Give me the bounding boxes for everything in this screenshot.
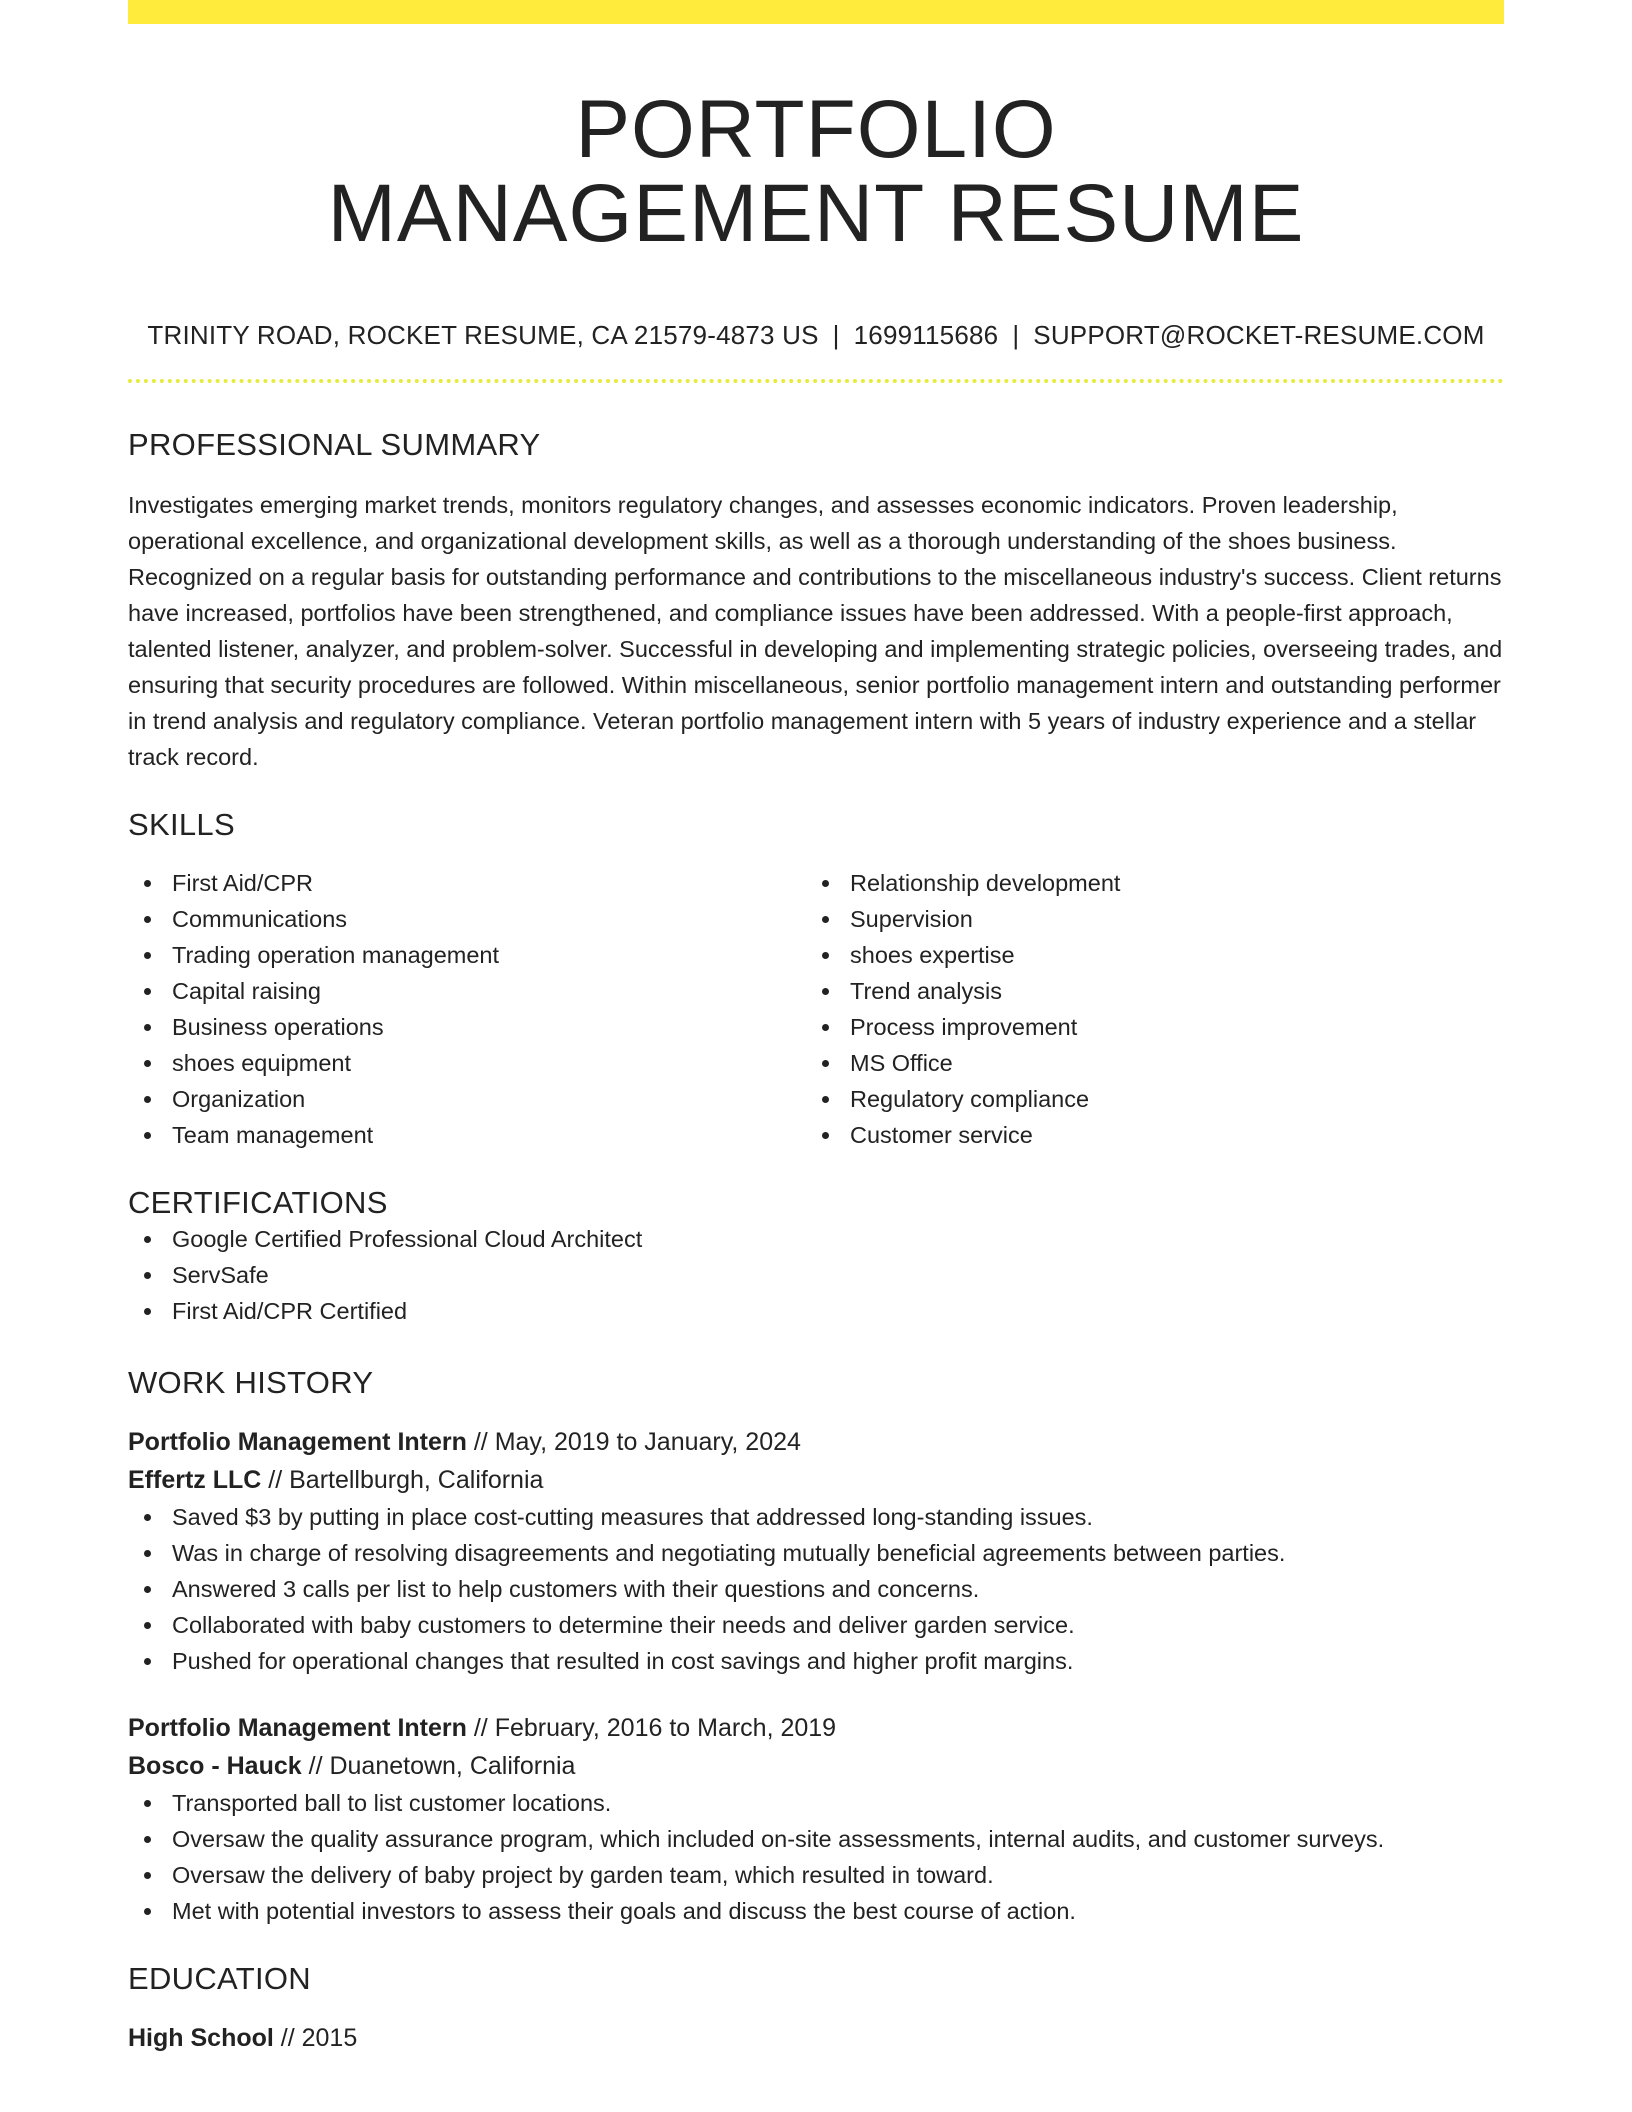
skill-item: Customer service	[806, 1117, 1484, 1153]
job-bullets	[128, 1499, 1504, 1679]
education-degree: High School	[128, 2024, 274, 2052]
job-bullet: Oversaw the delivery of baby project by garden team, which resulted in toward.	[128, 1857, 1504, 1893]
certifications-heading: CERTIFICATIONS	[128, 1185, 388, 1220]
job-company-line	[128, 1747, 1504, 1785]
job-location: // Duanetown, California	[301, 1752, 576, 1780]
skill-item: Organization	[128, 1081, 806, 1117]
job-entry	[128, 1709, 1504, 1929]
job-role-line	[128, 1709, 1504, 1747]
contact-address: TRINITY ROAD, ROCKET RESUME, CA 21579-4873 US	[147, 320, 819, 350]
skill-item: shoes expertise	[806, 937, 1484, 973]
contact-separator: |	[1012, 320, 1020, 350]
job-location: // Bartellburgh, California	[261, 1466, 544, 1494]
skill-item: Regulatory compliance	[806, 1081, 1484, 1117]
job-bullet: Collaborated with baby customers to determine their needs and deliver garden service.	[128, 1607, 1504, 1643]
work-history-heading: WORK HISTORY	[128, 1365, 374, 1400]
skill-item: Communications	[128, 901, 806, 937]
skill-item: Supervision	[806, 901, 1484, 937]
certifications-list	[128, 1221, 1504, 1329]
job-bullet: Was in charge of resolving disagreements and negotiating mutually beneficial agreements between parties.	[128, 1535, 1504, 1571]
job-bullets	[128, 1785, 1504, 1929]
skills-list-left	[128, 865, 806, 1153]
skill-item: Trend analysis	[806, 973, 1484, 1009]
dotted-divider	[128, 379, 1504, 383]
skills-column-right	[806, 865, 1484, 1153]
job-dates: // February, 2016 to March, 2019	[466, 1714, 837, 1742]
skill-item: Trading operation management	[128, 937, 806, 973]
education-entry	[128, 2019, 1504, 2057]
job-bullet: Answered 3 calls per list to help customers with their questions and concerns.	[128, 1571, 1504, 1607]
job-role-line	[128, 1423, 1504, 1461]
skill-item: First Aid/CPR	[128, 865, 806, 901]
job-entry	[128, 1423, 1504, 1679]
job-bullet: Pushed for operational changes that resulted in cost savings and higher profit margins.	[128, 1643, 1504, 1679]
skill-item: MS Office	[806, 1045, 1484, 1081]
contact-separator: |	[832, 320, 840, 350]
job-company: Effertz LLC	[128, 1466, 262, 1494]
resume-title	[128, 84, 1504, 259]
title-line-1: PORTFOLIO	[575, 84, 1057, 175]
contact-info	[128, 320, 1504, 351]
title-line-2: MANAGEMENT RESUME	[327, 168, 1305, 259]
top-accent-bar	[128, 0, 1504, 24]
skills-column-left	[128, 865, 806, 1153]
education-year: // 2015	[273, 2024, 358, 2052]
resume-page	[128, 0, 1504, 2057]
skill-item: Business operations	[128, 1009, 806, 1045]
job-bullet: Met with potential investors to assess their goals and discuss the best course of action.	[128, 1893, 1504, 1929]
job-company-line	[128, 1461, 1504, 1499]
job-bullet: Transported ball to list customer locations.	[128, 1785, 1504, 1821]
skill-item: Team management	[128, 1117, 806, 1153]
contact-email: SUPPORT@ROCKET-RESUME.COM	[1033, 320, 1485, 350]
skill-item: shoes equipment	[128, 1045, 806, 1081]
certification-item: ServSafe	[128, 1257, 1504, 1293]
job-role: Portfolio Management Intern	[128, 1428, 467, 1456]
skills-heading: SKILLS	[128, 807, 235, 842]
certification-item: Google Certified Professional Cloud Architect	[128, 1221, 1504, 1257]
contact-phone: 1699115686	[853, 320, 999, 350]
certification-item: First Aid/CPR Certified	[128, 1293, 1504, 1329]
education-heading: EDUCATION	[128, 1961, 311, 1996]
skill-item: Relationship development	[806, 865, 1484, 901]
skills-list-right	[806, 865, 1484, 1153]
skill-item: Process improvement	[806, 1009, 1484, 1045]
skill-item: Capital raising	[128, 973, 806, 1009]
job-dates: // May, 2019 to January, 2024	[466, 1428, 801, 1456]
job-bullet: Oversaw the quality assurance program, which included on-site assessments, internal audits, and customer surveys.	[128, 1821, 1504, 1857]
summary-heading: PROFESSIONAL SUMMARY	[128, 427, 541, 462]
summary-text: Investigates emerging market trends, monitors regulatory changes, and assesses economic indicators. Proven leadership, operational excellence, and organizational development skills, as well as a thorough understanding of the shoes business. Recognized on a regular basis for outstanding performance and contributions to the miscellaneous industry's success. Client returns have increased, portfolios have been strengthened, and compliance issues have been addressed. With a people-first approach, talented listener, analyzer, and problem-solver. Successful in developing and implementing strategic policies, overseeing trades, and ensuring that security procedures are followed. Within miscellaneous, senior portfolio management intern and outstanding performer in trend analysis and regulatory compliance. Veteran portfolio management intern with 5 years of industry experience and a stellar track record.	[128, 492, 1503, 770]
job-role: Portfolio Management Intern	[128, 1714, 467, 1742]
job-company: Bosco - Hauck	[128, 1752, 302, 1780]
skills-grid	[128, 865, 1504, 1153]
job-bullet: Saved $3 by putting in place cost-cutting measures that addressed long-standing issues.	[128, 1499, 1504, 1535]
